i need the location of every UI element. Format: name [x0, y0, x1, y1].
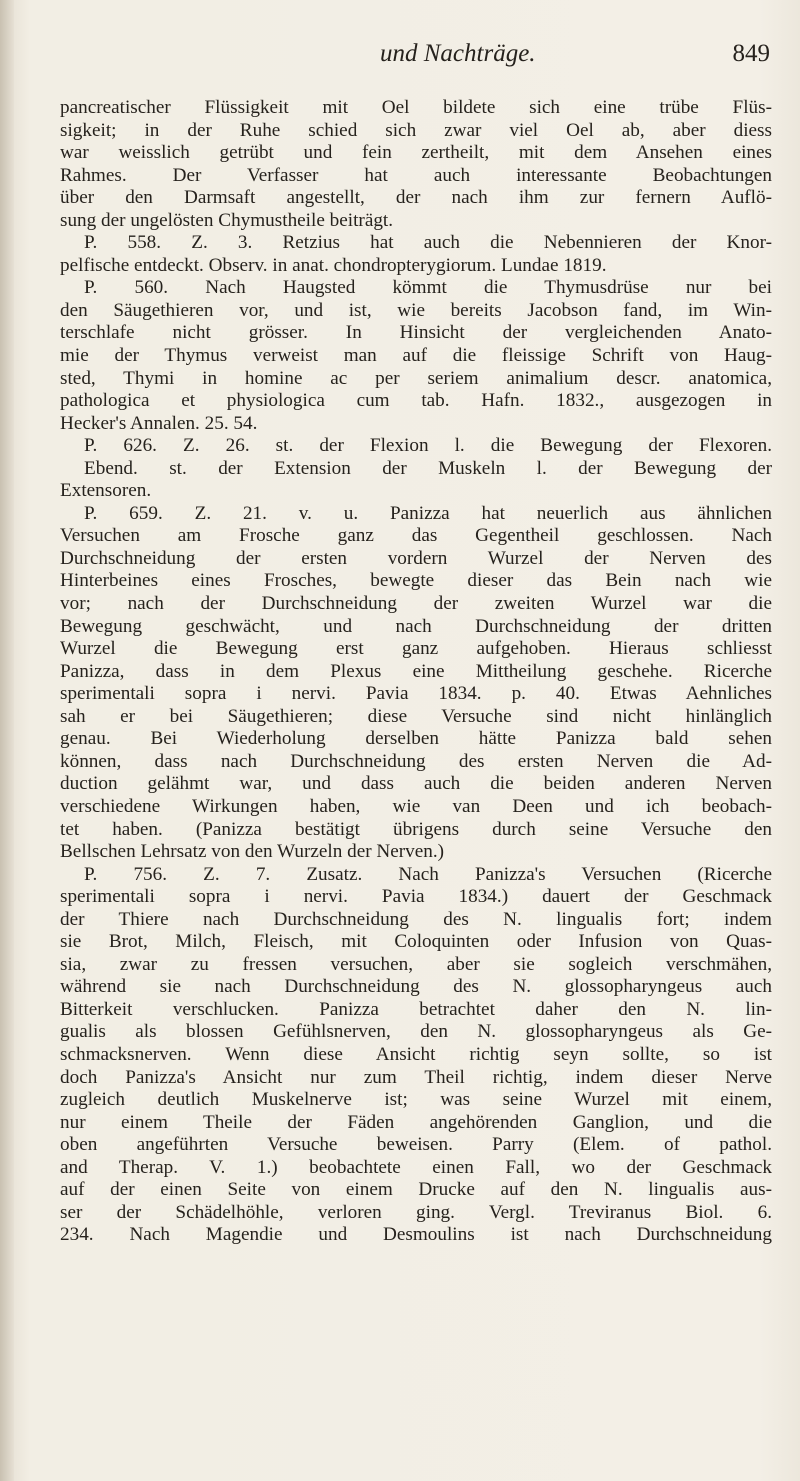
text-line: pancreatischer Flüssigkeit mit Oel bildete sich eine trübe Flüs- — [60, 97, 772, 118]
text-line: gualis als blossen Gefühlsnerven, den N. glossopharyngeus als Ge- — [60, 1021, 772, 1043]
text-line: sah er bei Säugethieren; diese Versuche sind nicht hinlänglich — [60, 705, 772, 727]
text-line: Durchschneidung der ersten vordern Wurzel der Nerven des — [60, 547, 772, 569]
text-line: P. 756. Z. 7. Zusatz. Nach Panizza's Versuchen (Ricerche — [84, 863, 772, 885]
text-line: schmacksnerven. Wenn diese Ansicht richtig seyn sollte, so ist — [60, 1043, 772, 1065]
text-line: sperimentali sopra i nervi. Pavia 1834. p. 40. Etwas Aehnliches — [60, 683, 772, 705]
text-line: genau. Bei Wiederholung derselben hätte Panizza bald sehen — [60, 728, 772, 750]
page-gutter — [0, 0, 14, 1481]
text-line: 234. Nach Magendie und Desmoulins ist nach Durchschneidung — [60, 1224, 772, 1246]
text-line: Extensoren. — [60, 480, 152, 502]
text-line: Ebend. st. der Extension der Muskeln l. der Bewegung der — [84, 457, 772, 479]
text-line: Bellschen Lehrsatz von den Wurzeln der Nerven.) — [60, 841, 445, 863]
text-line: ser der Schädelhöhle, verloren ging. Vergl. Treviranus Biol. 6. — [60, 1201, 772, 1223]
text-line: duction gelähmt war, und dass auch die beiden anderen Nerven — [60, 773, 772, 795]
text-line: doch Panizza's Ansicht nur zum Theil richtig, indem dieser Nerve — [60, 1066, 772, 1088]
text-line: terschlafe nicht grösser. In Hinsicht der vergleichenden Anato- — [60, 322, 772, 344]
text-line: der Thiere nach Durchschneidung des N. lingualis fort; indem — [60, 908, 772, 930]
text-line: Panizza, dass in dem Plexus eine Mittheilung geschehe. Ricerche — [60, 660, 772, 682]
text-line: Bewegung geschwächt, und nach Durchschneidung der dritten — [60, 615, 772, 637]
text-line: P. 560. Nach Haugsted kömmt die Thymusdrüse nur bei — [84, 277, 772, 299]
text-line: P. 558. Z. 3. Retzius hat auch die Nebennieren der Knor- — [84, 232, 772, 254]
text-line: sia, zwar zu fressen versuchen, aber sie sogleich verschmähen, — [60, 953, 772, 975]
text-line: sigkeit; in der Ruhe schied sich zwar viel Oel ab, aber diess — [60, 119, 772, 141]
text-line: mie der Thymus verweist man auf die fleissige Schrift von Haug- — [60, 345, 772, 367]
text-line: Versuchen am Frosche ganz das Gegentheil geschlossen. Nach — [60, 525, 772, 547]
text-line: auf der einen Seite von einem Drucke auf den N. lingualis aus- — [60, 1179, 772, 1201]
text-line: verschiedene Wirkungen haben, wie van Deen und ich beobach- — [60, 795, 772, 817]
running-head — [60, 40, 770, 80]
text-line: pathologica et physiologica cum tab. Hafn. 1832., ausgezogen in — [60, 390, 772, 412]
text-line: Hinterbeines eines Frosches, bewegte dieser das Bein nach wie — [60, 570, 772, 592]
text-line: sperimentali sopra i nervi. Pavia 1834.) dauert der Geschmack — [60, 886, 772, 908]
text-line: pelfische entdeckt. Observ. in anat. chondropterygiorum. Lundae 1819. — [60, 254, 607, 276]
text-line: sted, Thymi in homine ac per seriem animalium descr. anatomica, — [60, 367, 772, 389]
text-line: während sie nach Durchschneidung des N. glossopharyngeus auch — [60, 976, 772, 998]
text-line: Wurzel die Bewegung erst ganz aufgehoben. Hieraus schliesst — [60, 638, 772, 660]
running-title: und Nachträge. — [380, 40, 536, 67]
body-text — [60, 97, 772, 1247]
text-line: den Säugethieren vor, und ist, wie bereits Jacobson fand, im Win- — [60, 299, 772, 321]
text-line: and Therap. V. 1.) beobachtete einen Fall, wo der Geschmack — [60, 1156, 772, 1178]
text-line: P. 659. Z. 21. v. u. Panizza hat neuerlich aus ähnlichen — [84, 502, 772, 524]
text-line: über den Darmsaft angestellt, der nach ihm zur fernern Auflö- — [60, 187, 772, 209]
text-line: können, dass nach Durchschneidung des ersten Nerven die Ad- — [60, 750, 772, 772]
text-line: Bitterkeit verschlucken. Panizza betrachtet daher den N. lin- — [60, 998, 772, 1020]
text-line: war weisslich getrübt und fein zertheilt, mit dem Ansehen eines — [60, 142, 772, 164]
text-line: sie Brot, Milch, Fleisch, mit Coloquinten oder Infusion von Quas- — [60, 931, 772, 953]
text-line: nur einem Theile der Fäden angehörenden Ganglion, und die — [60, 1111, 772, 1133]
text-line: Rahmes. Der Verfasser hat auch interessante Beobachtungen — [60, 164, 772, 186]
text-line: oben angeführten Versuche beweisen. Parry (Elem. of pathol. — [60, 1134, 772, 1156]
text-line: tet haben. (Panizza bestätigt übrigens durch seine Versuche den — [60, 818, 772, 840]
text-line: sung der ungelösten Chymustheile beiträgt. — [60, 209, 394, 231]
text-line: Hecker's Annalen. 25. 54. — [60, 412, 258, 434]
page-number: 849 — [732, 40, 770, 67]
text-line: zugleich deutlich Muskelnerve ist; was seine Wurzel mit einem, — [60, 1089, 772, 1111]
text-line: vor; nach der Durchschneidung der zweiten Wurzel war die — [60, 593, 772, 615]
text-line: P. 626. Z. 26. st. der Flexion l. die Bewegung der Flexoren. — [84, 435, 772, 457]
